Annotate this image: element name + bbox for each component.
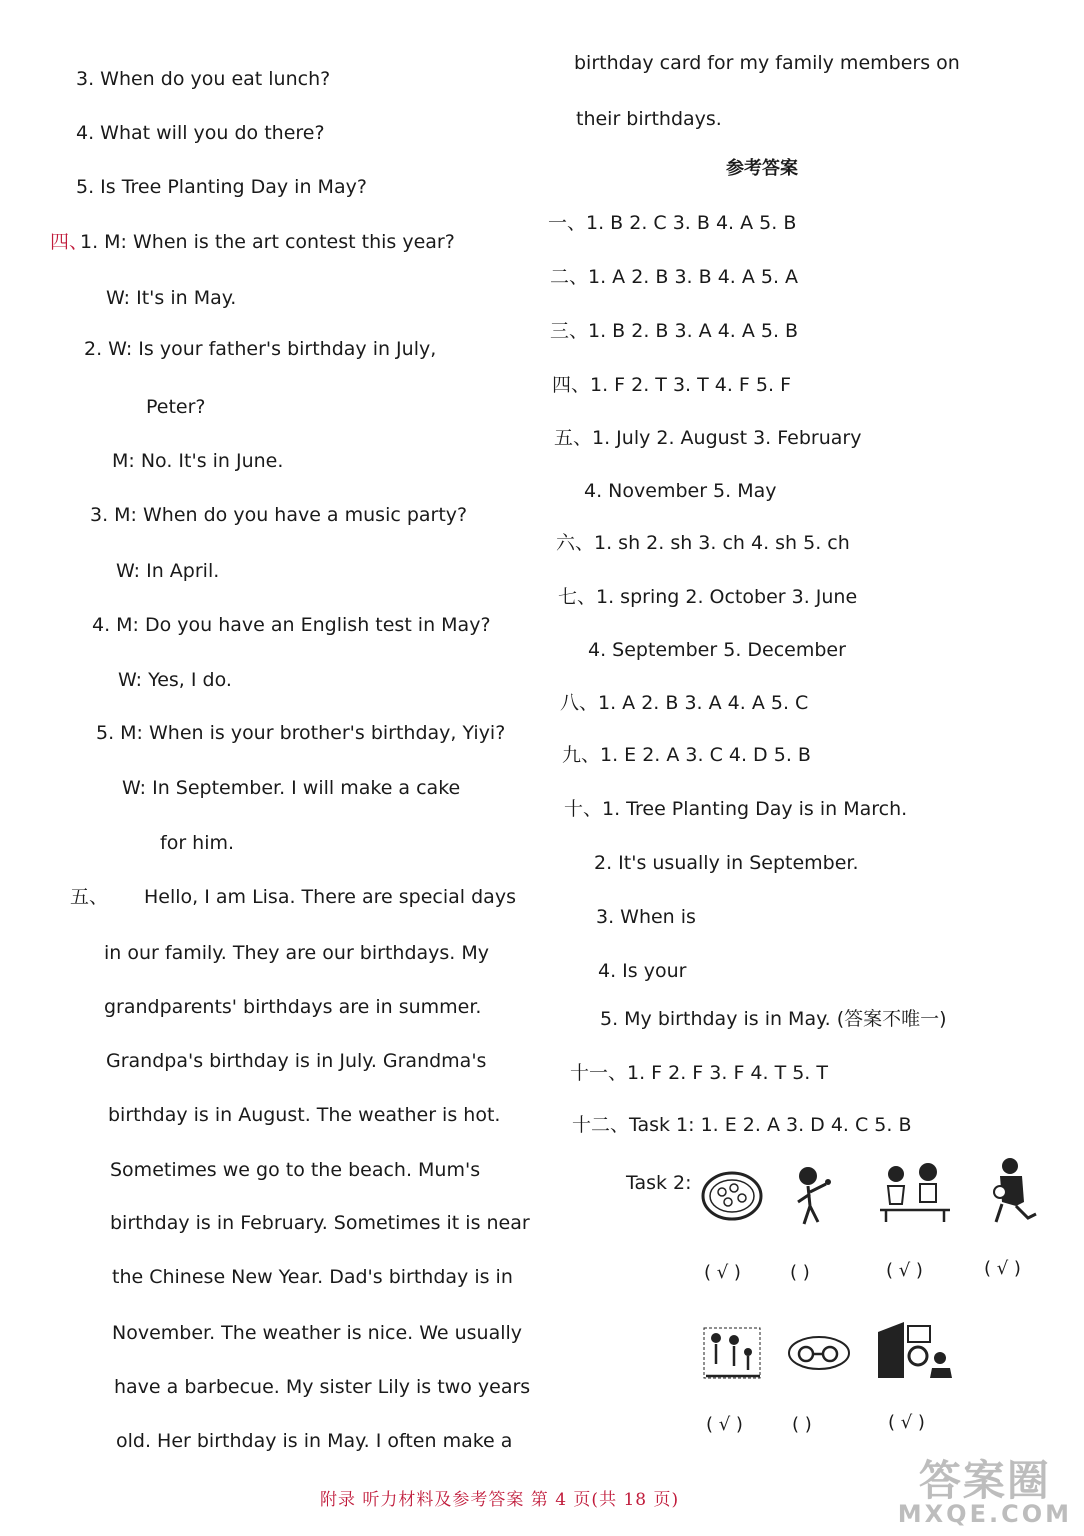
answer-row-10-2: 2. It's usually in September. [594, 852, 859, 874]
answer-row-3: 三、1. B 2. B 3. A 4. A 5. B [550, 320, 799, 342]
listening-q4: 4. What will you do there? [76, 122, 325, 144]
dialog-2-m: M: No. It's in June. [112, 450, 284, 472]
task-2-mark-2: ( ) [790, 1262, 810, 1283]
task-2-mark-3: ( √ ) [886, 1260, 923, 1281]
answer-row-7a: 七、1. spring 2. October 3. June [558, 586, 858, 608]
answer-row-11: 十一、1. F 2. F 3. F 4. T 5. T [570, 1062, 828, 1084]
dialog-1-m: 1. M: When is the art contest this year? [80, 231, 455, 253]
passage-line-7: birthday is in February. Sometimes it is near [110, 1212, 530, 1234]
section-4-label: 四、 [50, 231, 89, 253]
passage-line-5: birthday is in August. The weather is hot. [108, 1104, 501, 1126]
passage-line-3: grandparents' birthdays are in summer. [104, 996, 482, 1018]
dialog-1-w: W: It's in May. [106, 287, 237, 309]
man-with-child-icon [988, 1156, 1040, 1228]
section-5-label: 五、 [70, 886, 109, 908]
dialog-5-w-cont: for him. [160, 832, 235, 854]
passage-line-10: have a barbecue. My sister Lily is two years [114, 1376, 531, 1398]
passage-cont-1: birthday card for my family members on [574, 52, 960, 74]
answer-row-4: 四、1. F 2. T 3. T 4. F 5. F [552, 374, 791, 396]
dialog-4-w: W: Yes, I do. [118, 669, 232, 691]
task-2-mark-7: ( √ ) [888, 1412, 925, 1433]
answer-row-1: 一、1. B 2. C 3. B 4. A 5. B [548, 212, 797, 234]
passage-line-2: in our family. They are our birthdays. My [104, 942, 490, 964]
cooking-family-icon [874, 1318, 960, 1384]
task-2-mark-6: ( ) [792, 1414, 812, 1435]
passage-line-9: November. The weather is nice. We usually [112, 1322, 523, 1344]
family-at-table-icon [878, 1160, 952, 1224]
answer-row-10-3: 3. When is [596, 906, 696, 928]
answer-row-8: 八、1. A 2. B 3. A 4. A 5. C [560, 692, 809, 714]
answer-row-10-1: 十、1. Tree Planting Day is in March. [564, 798, 908, 820]
task-2-mark-5: ( √ ) [706, 1414, 743, 1435]
answers-heading: 参考答案 [726, 158, 798, 179]
watermark-url: MXQE.COM [897, 1500, 1072, 1528]
page-footer: 附录 听力材料及参考答案 第 4 页(共 18 页) [320, 1490, 680, 1510]
answer-row-5b: 4. November 5. May [584, 480, 777, 502]
dialog-2-w: 2. W: Is your father's birthday in July, [84, 338, 437, 360]
task-2-mark-4: ( √ ) [984, 1258, 1021, 1279]
passage-line-4: Grandpa's birthday is in July. Grandma's [106, 1050, 487, 1072]
passage-line-11: old. Her birthday is in May. I often make a [116, 1430, 513, 1452]
family-outing-icon [700, 1324, 764, 1386]
watermark-logo [897, 1456, 1072, 1528]
dialog-3-m: 3. M: When do you have a music party? [90, 504, 468, 526]
food-plate-icon [700, 1168, 764, 1224]
dialog-4-m: 4. M: Do you have an English test in May? [92, 614, 491, 636]
passage-cont-2: their birthdays. [576, 108, 722, 130]
passage-line-6: Sometimes we go to the beach. Mum's [110, 1159, 481, 1181]
dialog-5-w: W: In September. I will make a cake [122, 777, 461, 799]
answer-row-10-4: 4. Is your [598, 960, 687, 982]
dialog-5-m: 5. M: When is your brother's birthday, Yiyi? [96, 722, 506, 744]
answer-row-7b: 4. September 5. December [588, 639, 846, 661]
child-dancing-icon [790, 1162, 838, 1228]
answer-row-9: 九、1. E 2. A 3. C 4. D 5. B [562, 744, 811, 766]
answer-row-10-5: 5. My birthday is in May. (答案不唯一) [600, 1008, 947, 1030]
dialog-3-w: W: In April. [116, 560, 220, 582]
watermark-text: 答案圈 [918, 1456, 1051, 1505]
answer-row-2: 二、1. A 2. B 3. B 4. A 5. A [550, 266, 799, 288]
passage-line-1: Hello, I am Lisa. There are special days [144, 886, 516, 908]
sunglasses-icon [786, 1332, 852, 1374]
answer-row-5a: 五、1. July 2. August 3. February [554, 427, 862, 449]
task-2-label: Task 2: [626, 1172, 692, 1194]
listening-q3: 3. When do you eat lunch? [76, 68, 331, 90]
answer-row-6: 六、1. sh 2. sh 3. ch 4. sh 5. ch [556, 532, 850, 554]
passage-line-8: the Chinese New Year. Dad's birthday is in [112, 1266, 513, 1288]
answer-row-12: 十二、Task 1: 1. E 2. A 3. D 4. C 5. B [572, 1114, 912, 1136]
dialog-2-w-cont: Peter? [146, 396, 206, 418]
task-2-mark-1: ( √ ) [704, 1262, 741, 1283]
listening-q5: 5. Is Tree Planting Day in May? [76, 176, 367, 198]
